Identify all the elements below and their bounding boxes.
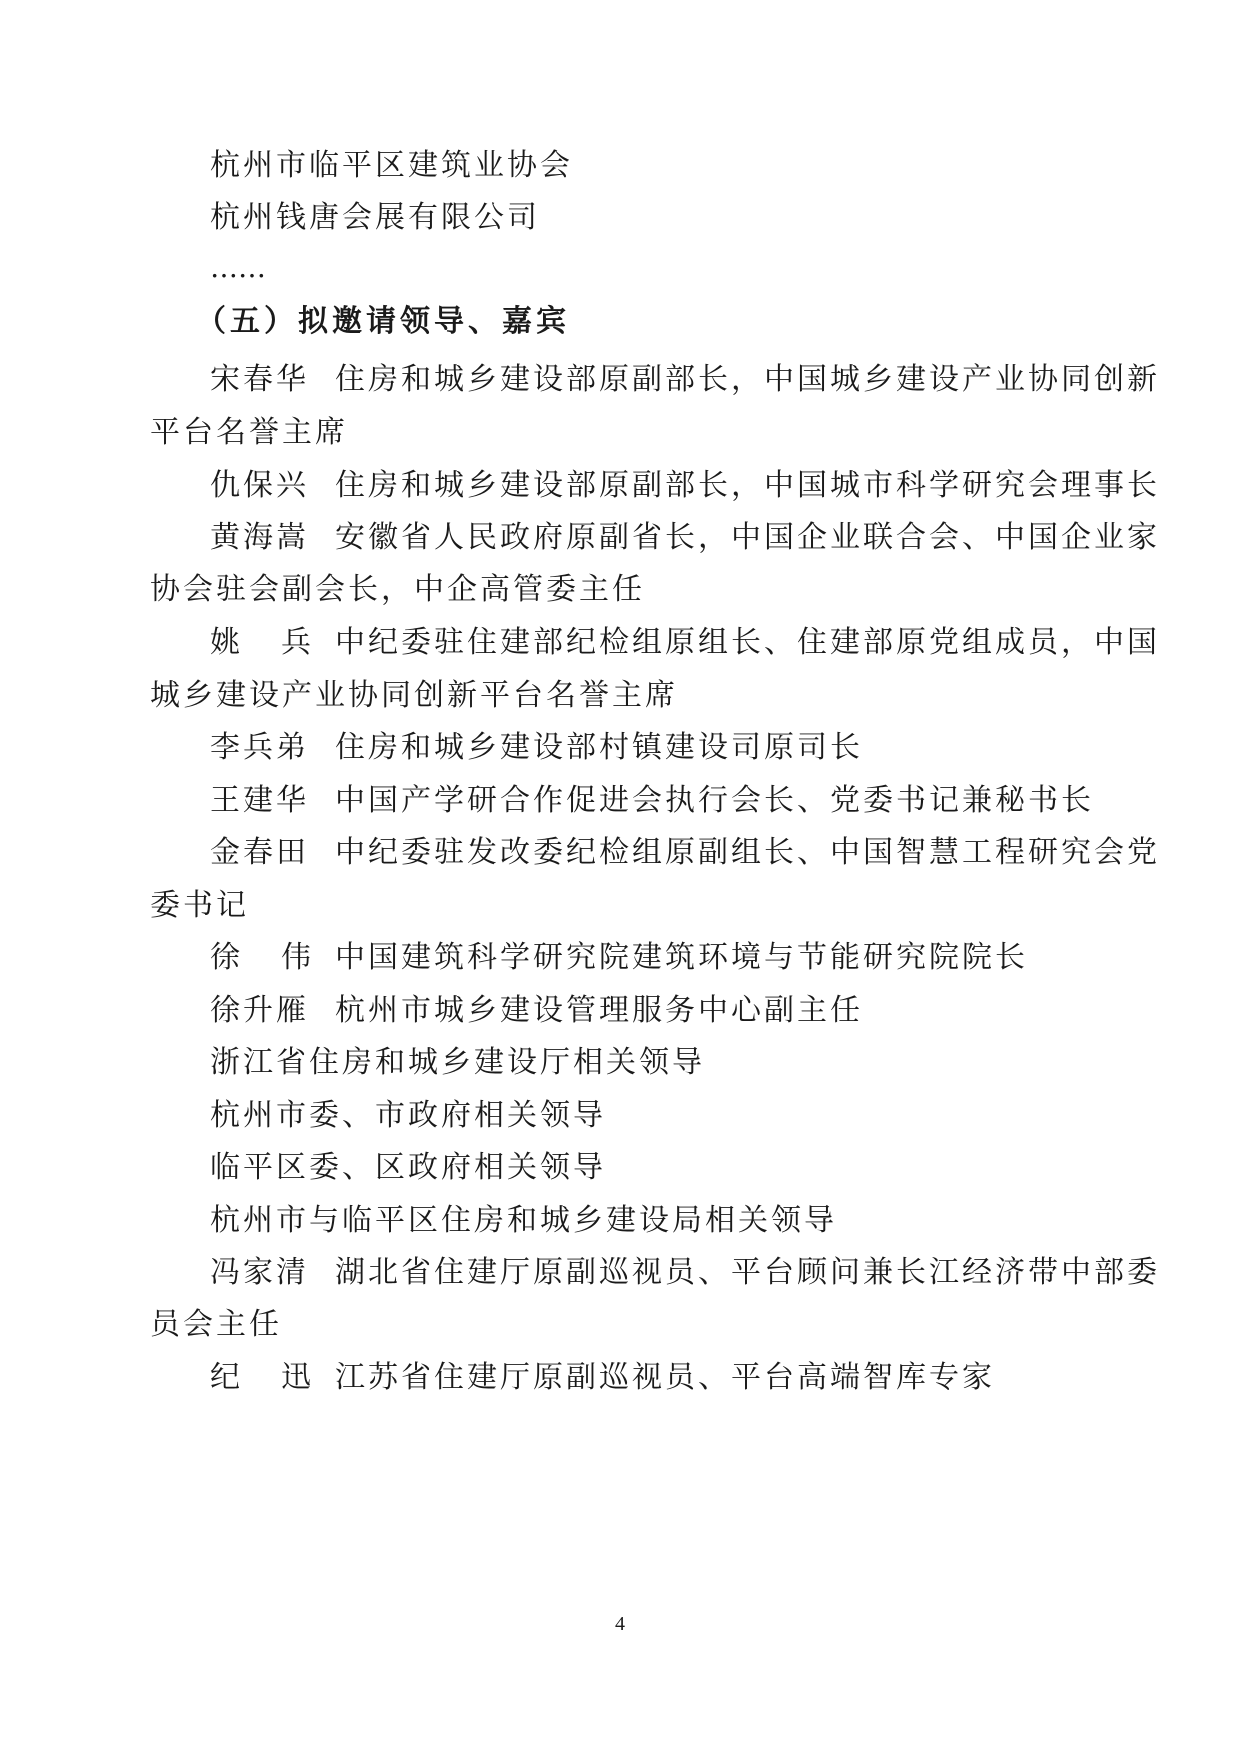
leader-group: 浙江省住房和城乡建设厅相关领导	[210, 1045, 705, 1080]
guest-name: 姚兵	[210, 625, 352, 660]
guest-entry	[210, 466, 1160, 506]
guest-name: 金春田	[210, 835, 309, 870]
guest-name: 徐升雁	[210, 993, 309, 1028]
guest-name: 王建华	[210, 783, 309, 818]
guest-name: 纪迅	[210, 1360, 352, 1395]
guest-entry	[210, 518, 1160, 558]
guest-title: 安徽省人民政府原副省长，中国企业联合会、中国企业家	[335, 520, 1160, 555]
guest-entry	[210, 833, 1160, 873]
organization-line: 杭州市临平区建筑业协会	[210, 148, 573, 183]
section-heading: （五）拟邀请领导、嘉宾	[196, 304, 570, 339]
guest-entry	[210, 360, 1160, 400]
guest-name: 宋春华	[210, 362, 309, 397]
guest-entry	[210, 991, 863, 1031]
guest-title: 住房和城乡建设部原副部长，中国城乡建设产业协同创新	[335, 362, 1160, 397]
guest-title: 住房和城乡建设部村镇建设司原司长	[335, 730, 863, 765]
guest-name: 徐伟	[210, 940, 352, 975]
guest-title: 中纪委驻住建部纪检组原组长、住建部原党组成员，中国	[335, 625, 1160, 660]
guest-entry	[210, 1253, 1160, 1293]
guest-title: 湖北省住建厅原副巡视员、平台顾问兼长江经济带中部委	[335, 1255, 1160, 1290]
guest-name: 李兵弟	[210, 730, 309, 765]
leader-group: 临平区委、区政府相关领导	[210, 1150, 606, 1185]
guest-entry	[210, 938, 1028, 978]
guest-title: 中国建筑科学研究院建筑环境与节能研究院院长	[335, 940, 1028, 975]
leader-group: 杭州市与临平区住房和城乡建设局相关领导	[210, 1203, 837, 1238]
guest-title: 住房和城乡建设部原副部长，中国城市科学研究会理事长	[335, 468, 1160, 503]
guest-title: 中国产学研合作促进会执行会长、党委书记兼秘书长	[335, 783, 1094, 818]
organization-line: 杭州钱唐会展有限公司	[210, 200, 540, 235]
guest-entry	[210, 1358, 995, 1398]
guest-title-continued: 委书记	[150, 888, 249, 923]
guest-entry	[210, 623, 1160, 663]
guest-entry	[210, 781, 1094, 821]
guest-title-continued: 平台名誉主席	[150, 415, 348, 450]
guest-title: 中纪委驻发改委纪检组原副组长、中国智慧工程研究会党	[335, 835, 1160, 870]
guest-title-continued: 员会主任	[150, 1307, 282, 1342]
ellipsis: ……	[210, 251, 266, 284]
guest-title-continued: 协会驻会副会长，中企高管委主任	[150, 572, 645, 607]
leader-group: 杭州市委、市政府相关领导	[210, 1098, 606, 1133]
guest-title-continued: 城乡建设产业协同创新平台名誉主席	[150, 678, 678, 713]
page-number: 4	[615, 1613, 625, 1635]
guest-name: 仇保兴	[210, 468, 309, 503]
guest-title: 江苏省住建厅原副巡视员、平台高端智库专家	[335, 1360, 995, 1395]
guest-name: 冯家清	[210, 1255, 309, 1290]
guest-entry	[210, 728, 863, 768]
guest-title: 杭州市城乡建设管理服务中心副主任	[335, 993, 863, 1028]
guest-name: 黄海嵩	[210, 520, 309, 555]
